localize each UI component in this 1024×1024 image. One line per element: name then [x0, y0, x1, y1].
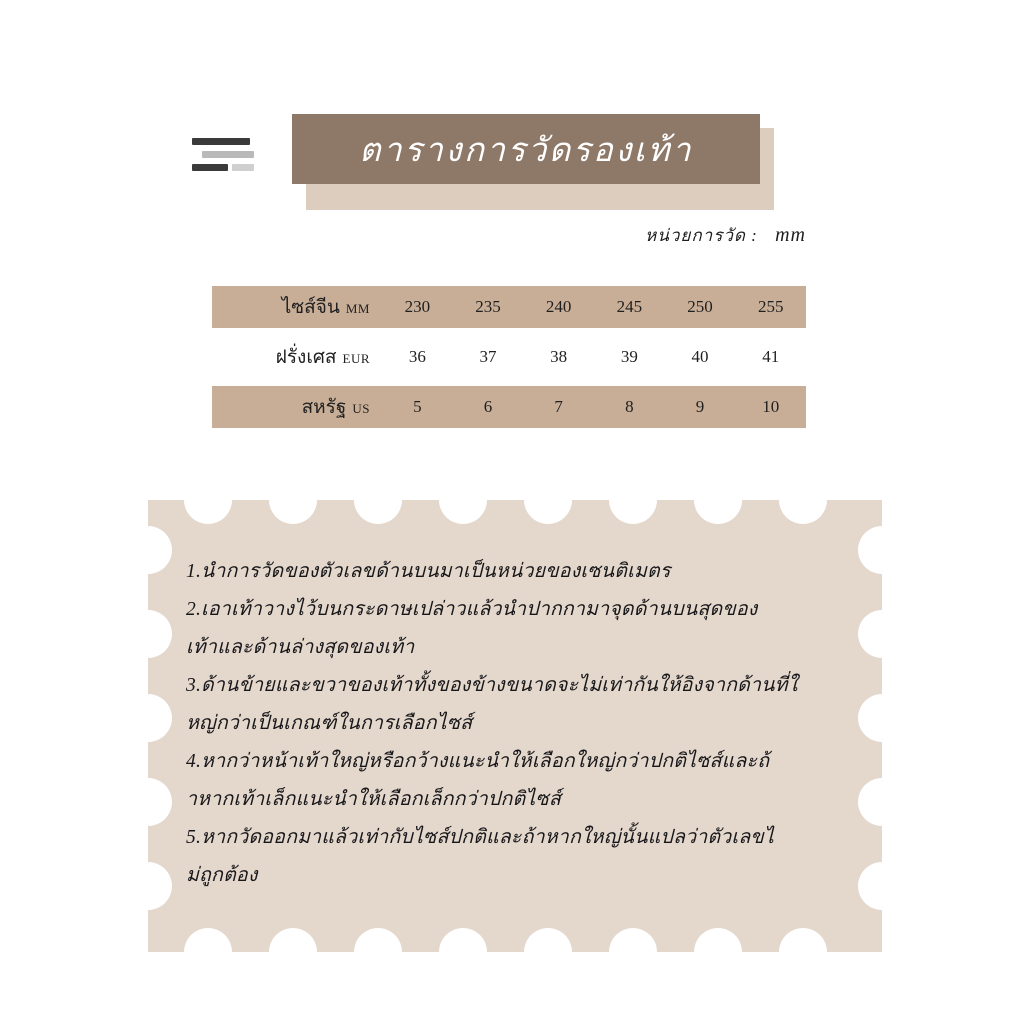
row-label-unit: MM: [345, 301, 370, 316]
table-row: [212, 286, 806, 328]
row-spacer: [212, 378, 806, 386]
instruction-line: 3.ด้านข้ายและขวาของเท้าทั้งของข้างขนาดจะไม่เท่ากันให้อิงจากด้านที่ใ: [186, 675, 798, 696]
row-label: [212, 292, 382, 322]
table-cell: 235: [475, 297, 501, 316]
instructions-text: [176, 548, 856, 918]
row-label-unit: EUR: [342, 351, 370, 366]
table-cell: 245: [616, 297, 643, 316]
table-cell: 5: [413, 397, 422, 416]
instructions-card: [148, 500, 882, 952]
size-table: [212, 286, 806, 428]
row-label: [212, 392, 382, 422]
table-cell: 255: [757, 297, 784, 316]
menu-line-2: [202, 151, 254, 158]
table-cell: 41: [762, 347, 780, 366]
row-spacer: [212, 328, 806, 336]
table-cell: 10: [762, 397, 780, 416]
row-label-text: ไซส์จีน: [281, 297, 340, 318]
row-cells: [382, 397, 806, 417]
table-cell: 38: [550, 347, 568, 366]
instruction-line: 1.นำการวัดของตัวเลขด้านบนมาเป็นหน่วยของเซนติเมตร: [186, 561, 671, 582]
table-cell: 37: [479, 347, 497, 366]
table-cell: 240: [545, 297, 572, 316]
row-label-text: ฝรั่งเศส: [275, 347, 337, 368]
table-cell: 6: [483, 397, 493, 416]
menu-line-1: [192, 138, 250, 145]
menu-line-4: [232, 164, 254, 171]
row-label-text: สหรัฐ: [301, 397, 347, 418]
table-cell: 40: [691, 347, 709, 366]
title-banner: [292, 114, 760, 184]
instruction-line: 2.เอาเท้าวางไว้บนกระดาษเปล่าวแล้วนำปากกามาจุดด้านบนสุดของ: [186, 599, 758, 620]
row-label-unit: US: [352, 401, 370, 416]
table-cell: 39: [620, 347, 638, 366]
table-cell: 36: [408, 347, 426, 366]
table-cell: 250: [687, 297, 713, 316]
menu-line-3: [192, 164, 228, 171]
instruction-line: เท้าและด้านล่างสุดของเท้า: [186, 637, 415, 658]
document-header: [0, 50, 1024, 170]
instruction-line: 4.หากว่าหน้าเท้าใหญ่หรือกว้างแนะนำให้เลือกใหญ่กว่าปกติไซส์และถ้: [186, 751, 770, 772]
instruction-line: หญ่กว่าเป็นเกณฑ์ในการเลือกไซส์: [186, 713, 473, 734]
measurement-unit-label: หน่วยการวัด :: [645, 226, 758, 245]
page-title: ตารางการวัดรองเท้า: [359, 132, 693, 169]
table-cell: 230: [404, 297, 431, 316]
table-cell: 7: [554, 397, 563, 416]
row-label: [212, 342, 382, 372]
table-cell: 9: [695, 397, 705, 416]
row-cells: [382, 347, 806, 367]
table-row: [212, 386, 806, 428]
menu-lines-icon: [192, 138, 254, 182]
measurement-unit-value: mm: [775, 224, 806, 246]
instruction-line: 5.หากวัดออกมาแล้วเท่ากับไซส์ปกติและถ้าหากใหญ่นั้นแปลว่าตัวเลขไ: [186, 827, 774, 848]
table-row: [212, 336, 806, 378]
instruction-line: ม่ถูกต้อง: [186, 865, 258, 886]
instruction-line: าหากเท้าเล็กแนะนำให้เลือกเล็กกว่าปกติไซส์: [186, 789, 561, 810]
table-cell: 8: [625, 397, 634, 416]
row-cells: [382, 297, 806, 317]
measurement-unit: [0, 222, 806, 249]
